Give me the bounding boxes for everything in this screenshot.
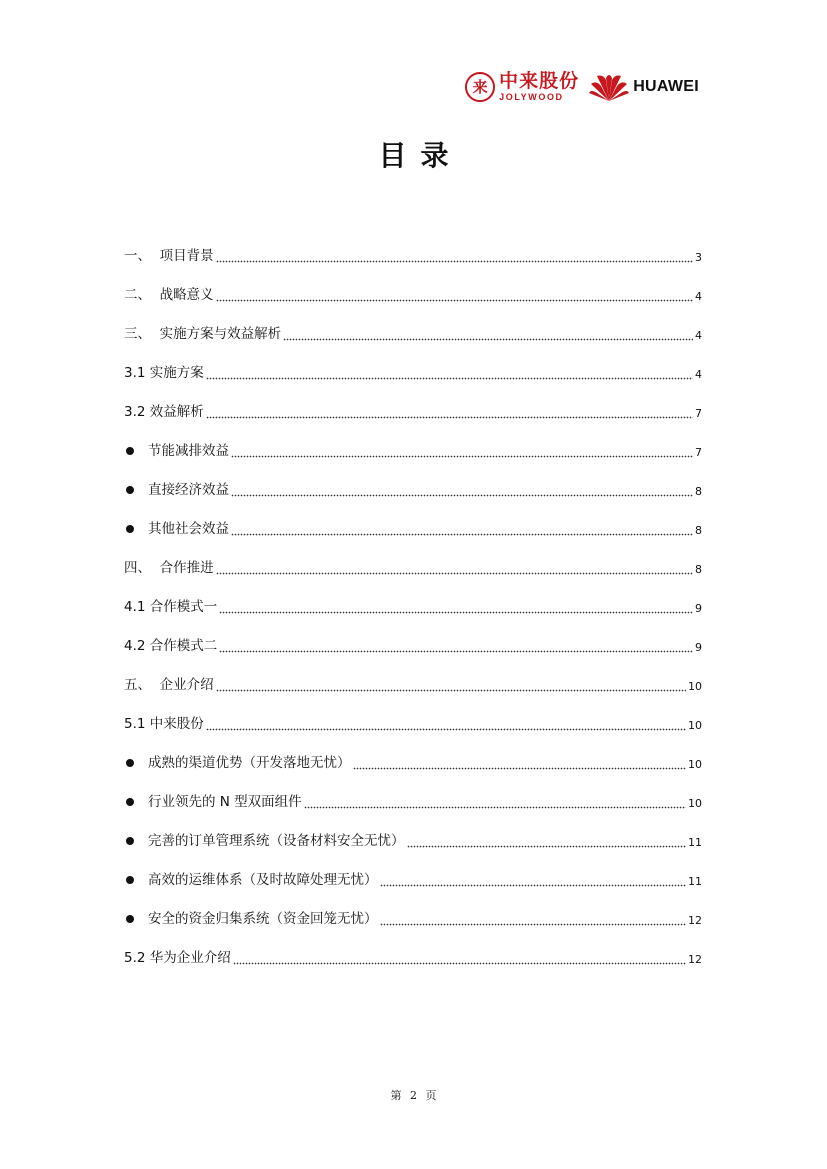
dot-leader (353, 760, 687, 770)
toc-entry[interactable] (124, 770, 702, 809)
toc-entry-label: 五、 企业介绍 (124, 676, 214, 693)
dot-leader (206, 409, 693, 419)
toc-entry-label: 节能减排效益 (148, 442, 229, 459)
toc-entry[interactable] (124, 497, 702, 536)
bullet-icon (126, 837, 134, 845)
toc-entry[interactable] (124, 341, 702, 380)
toc-entry-page: 7 (695, 407, 702, 420)
toc-entry[interactable] (124, 887, 702, 926)
dot-leader (407, 838, 687, 848)
huawei-logo (589, 72, 699, 102)
bullet-icon (126, 447, 134, 455)
jolywood-cn-name: 中来股份 (499, 70, 580, 92)
dot-leader (283, 331, 693, 341)
toc-entry-label: 其他社会效益 (148, 520, 229, 537)
toc-entry-label: 5.1 中来股份 (124, 715, 204, 732)
toc-entry-page: 3 (695, 251, 702, 264)
toc-entry-page: 10 (688, 680, 702, 693)
toc-entry-page: 11 (688, 836, 702, 849)
toc-entry-page: 4 (695, 290, 702, 303)
toc-entry[interactable] (124, 380, 702, 419)
toc-entry-label: 5.2 华为企业介绍 (124, 949, 231, 966)
dot-leader (216, 253, 693, 263)
toc-entry-label: 完善的订单管理系统（设备材料安全无忧） (148, 832, 405, 849)
dot-leader (206, 370, 693, 380)
toc-entry-page: 8 (695, 563, 702, 576)
toc-entry-label: 安全的资金归集系统（资金回笼无忧） (148, 910, 378, 927)
toc-entry[interactable] (124, 731, 702, 770)
toc-entry-label: 3.2 效益解析 (124, 403, 204, 420)
toc-entry-label: 三、 实施方案与效益解析 (124, 325, 282, 342)
toc-entry[interactable] (124, 692, 702, 731)
dot-leader (219, 604, 693, 614)
dot-leader (231, 526, 693, 536)
header-logos (465, 72, 699, 102)
dot-leader (233, 955, 686, 965)
toc-entry-page: 8 (695, 485, 702, 498)
toc-entry[interactable] (124, 809, 702, 848)
dot-leader (206, 721, 686, 731)
toc-entry-page: 12 (688, 953, 702, 966)
huawei-petals-icon (589, 72, 629, 102)
toc-entry-page: 4 (695, 368, 702, 381)
bullet-icon (126, 525, 134, 533)
dot-leader (380, 916, 687, 926)
dot-leader (380, 877, 687, 887)
toc-entry[interactable] (124, 302, 702, 341)
bullet-icon (126, 915, 134, 923)
dot-leader (304, 799, 686, 809)
dot-leader (231, 487, 693, 497)
toc-entry[interactable] (124, 653, 702, 692)
jolywood-logo (465, 72, 579, 102)
toc-entry-page: 12 (688, 914, 702, 927)
toc-entry-page: 9 (695, 602, 702, 615)
toc-entry-label: 行业领先的 N 型双面组件 (148, 793, 302, 810)
dot-leader (231, 448, 693, 458)
toc-entry-page: 10 (688, 797, 702, 810)
toc-entry-page: 4 (695, 329, 702, 342)
page-title: 目录 (378, 139, 463, 172)
toc-entry-label: 4.1 合作模式一 (124, 598, 218, 615)
toc-entry-page: 11 (688, 875, 702, 888)
toc-entry-page: 9 (695, 641, 702, 654)
bullet-icon (126, 759, 134, 767)
jolywood-en-name: JOLYWOOD (499, 92, 564, 102)
toc-entry-label: 一、 项目背景 (124, 247, 214, 264)
toc-entry-label: 3.1 实施方案 (124, 364, 204, 381)
toc-entry-label: 四、 合作推进 (124, 559, 214, 576)
toc-entry-label: 二、 战略意义 (124, 286, 214, 303)
toc-entry[interactable] (124, 926, 702, 965)
toc-entry-label: 直接经济效益 (148, 481, 229, 498)
toc-entry-page: 7 (695, 446, 702, 459)
toc-entry[interactable] (124, 575, 702, 614)
bullet-icon (126, 486, 134, 494)
jolywood-seal-icon: 来 (465, 72, 495, 102)
bullet-icon (126, 798, 134, 806)
dot-leader (219, 643, 693, 653)
toc-entry[interactable] (124, 419, 702, 458)
toc-entry-page: 10 (688, 719, 702, 732)
table-of-contents (124, 224, 702, 965)
toc-entry[interactable] (124, 224, 702, 263)
bullet-icon (126, 876, 134, 884)
toc-entry[interactable] (124, 614, 702, 653)
page-number: 第 2 页 (390, 1089, 437, 1102)
toc-entry[interactable] (124, 263, 702, 302)
toc-entry[interactable] (124, 848, 702, 887)
toc-entry[interactable] (124, 536, 702, 575)
dot-leader (216, 682, 686, 692)
huawei-wordmark: HUAWEI (633, 78, 699, 95)
toc-entry-label: 高效的运维体系（及时故障处理无忧） (148, 871, 378, 888)
toc-entry-label: 成熟的渠道优势（开发落地无忧） (148, 754, 351, 771)
toc-entry[interactable] (124, 458, 702, 497)
toc-entry-label: 4.2 合作模式二 (124, 637, 218, 654)
toc-entry-page: 10 (688, 758, 702, 771)
dot-leader (216, 565, 693, 575)
toc-entry-page: 8 (695, 524, 702, 537)
dot-leader (216, 292, 693, 302)
